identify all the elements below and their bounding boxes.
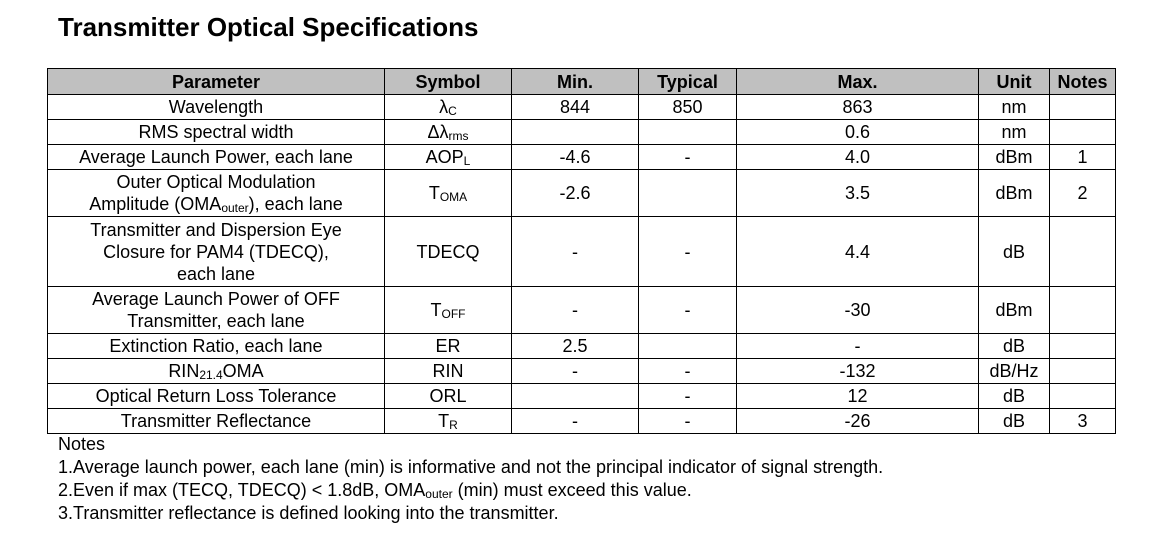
cell-notes — [1050, 334, 1116, 359]
table-row — [48, 95, 1116, 120]
cell-parameter: Outer Optical Modulation Amplitude $(OMA_{outer})$, each lane — [48, 170, 385, 217]
cell-max: -30 — [737, 287, 979, 334]
cell-unit: dB — [979, 334, 1050, 359]
table-row — [48, 217, 1116, 287]
cell-notes — [1050, 217, 1116, 287]
note-3: 3.Transmitter reflectance is defined looking into the transmitter. — [58, 503, 559, 523]
cell-symbol: $AOP_L$ — [385, 145, 512, 170]
table-row — [48, 359, 1116, 384]
cell-max: 4.4 — [737, 217, 979, 287]
cell-parameter: Average Launch Power of OFF Transmitter, each lane — [48, 287, 385, 334]
cell-max: 4.0 — [737, 145, 979, 170]
cell-notes: 3 — [1050, 409, 1116, 434]
cell-typical: - — [639, 145, 737, 170]
cell-unit: dBm — [979, 170, 1050, 217]
table-row — [48, 120, 1116, 145]
cell-symbol: $T_{OMA}$ — [385, 170, 512, 217]
cell-unit: nm — [979, 95, 1050, 120]
cell-notes — [1050, 384, 1116, 409]
cell-symbol: $\lambda_C$ — [385, 95, 512, 120]
cell-symbol: $\Delta\lambda_{rms}$ — [385, 120, 512, 145]
cell-parameter: $RIN_{21.4}OMA$ — [48, 359, 385, 384]
cell-symbol: TDECQ — [385, 217, 512, 287]
cell-unit: nm — [979, 120, 1050, 145]
cell-notes — [1050, 120, 1116, 145]
cell-notes — [1050, 287, 1116, 334]
header-notes: Notes — [1050, 69, 1116, 95]
cell-max: - — [737, 334, 979, 359]
cell-notes: 2 — [1050, 170, 1116, 217]
table-header-row — [48, 69, 1116, 95]
cell-parameter: Optical Return Loss Tolerance — [48, 384, 385, 409]
cell-min: 2.5 — [512, 334, 639, 359]
cell-symbol: RIN — [385, 359, 512, 384]
table-row — [48, 287, 1116, 334]
cell-parameter: Average Launch Power, each lane — [48, 145, 385, 170]
cell-max: 12 — [737, 384, 979, 409]
cell-max: -132 — [737, 359, 979, 384]
header-typical: Typical — [639, 69, 737, 95]
cell-typical: - — [639, 409, 737, 434]
table-row — [48, 170, 1116, 217]
cell-min: -4.6 — [512, 145, 639, 170]
cell-parameter: Transmitter Reflectance — [48, 409, 385, 434]
cell-symbol: ORL — [385, 384, 512, 409]
cell-notes: 1 — [1050, 145, 1116, 170]
spec-table — [47, 68, 1116, 434]
notes-section — [58, 433, 883, 525]
cell-min: -2.6 — [512, 170, 639, 217]
table-row — [48, 145, 1116, 170]
cell-unit: dB/Hz — [979, 359, 1050, 384]
cell-min: - — [512, 359, 639, 384]
cell-min — [512, 120, 639, 145]
cell-symbol: $T_R$ — [385, 409, 512, 434]
header-min: Min. — [512, 69, 639, 95]
cell-typical: - — [639, 384, 737, 409]
cell-typical — [639, 170, 737, 217]
cell-parameter: Extinction Ratio, each lane — [48, 334, 385, 359]
cell-parameter: RMS spectral width — [48, 120, 385, 145]
cell-symbol: ER — [385, 334, 512, 359]
header-parameter: Parameter — [48, 69, 385, 95]
table-row — [48, 334, 1116, 359]
header-max: Max. — [737, 69, 979, 95]
cell-parameter: Wavelength — [48, 95, 385, 120]
table-row — [48, 409, 1116, 434]
cell-parameter: Transmitter and Dispersion Eye Closure for PAM4 (TDECQ), each lane — [48, 217, 385, 287]
cell-typical: - — [639, 359, 737, 384]
page-title: Transmitter Optical Specifications — [58, 12, 479, 42]
cell-min: - — [512, 217, 639, 287]
cell-unit: dB — [979, 409, 1050, 434]
note-2: 2.Even if max (TECQ, TDECQ) < 1.8dB, $OMA_{outer}$ (min) must exceed this value. — [58, 480, 692, 501]
cell-typical — [639, 334, 737, 359]
cell-unit: dB — [979, 217, 1050, 287]
cell-max: 3.5 — [737, 170, 979, 217]
cell-typical: - — [639, 287, 737, 334]
cell-notes — [1050, 359, 1116, 384]
cell-typical: - — [639, 217, 737, 287]
cell-min: - — [512, 409, 639, 434]
header-symbol: Symbol — [385, 69, 512, 95]
cell-notes — [1050, 95, 1116, 120]
cell-unit: dBm — [979, 287, 1050, 334]
cell-symbol: $T_{OFF}$ — [385, 287, 512, 334]
table-row — [48, 384, 1116, 409]
note-1: 1.Average launch power, each lane (min) is informative and not the principal indicator of signal strength. — [58, 457, 884, 477]
header-unit: Unit — [979, 69, 1050, 95]
cell-max: 863 — [737, 95, 979, 120]
cell-unit: dB — [979, 384, 1050, 409]
cell-min: 844 — [512, 95, 639, 120]
cell-unit: dBm — [979, 145, 1050, 170]
notes-heading: Notes — [58, 434, 106, 454]
cell-typical — [639, 120, 737, 145]
cell-min — [512, 384, 639, 409]
cell-max: 0.6 — [737, 120, 979, 145]
cell-max: -26 — [737, 409, 979, 434]
cell-typical: 850 — [639, 95, 737, 120]
cell-min: - — [512, 287, 639, 334]
